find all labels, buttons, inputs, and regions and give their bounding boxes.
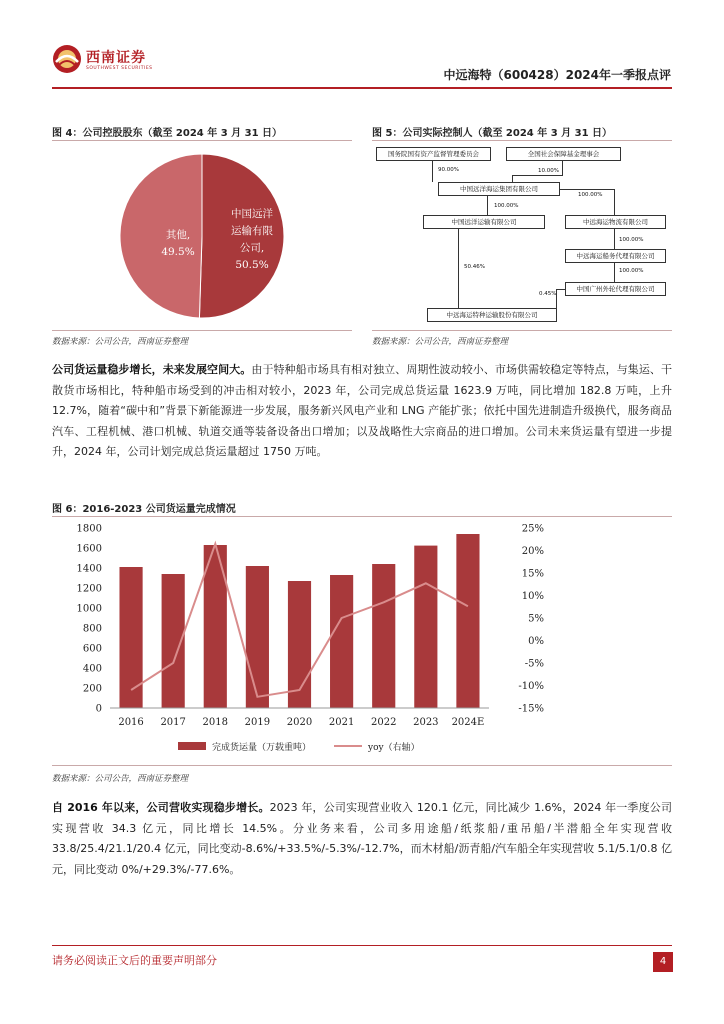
pct-ssf-to-group: 10.00% — [538, 168, 559, 174]
right-axis-tick-label: -15% — [518, 703, 544, 715]
org-box-ssf: 全国社会保障基金理事会 — [506, 147, 621, 161]
pct-group-to-shipping: 100.00% — [494, 203, 519, 209]
x-axis-tick-label: 2018 — [202, 717, 229, 728]
bar-series — [119, 534, 479, 708]
org-box-guangzhou: 中国广州外轮代理有限公司 — [565, 282, 666, 296]
org-connector — [562, 161, 563, 175]
org-connector — [512, 175, 563, 176]
legend-line-label: yoy（右轴） — [368, 743, 420, 753]
left-axis-tick-label: 1000 — [76, 603, 102, 615]
shareholder-pie-chart — [52, 146, 352, 326]
pie-label-others-value: 49.5% — [161, 246, 195, 258]
logo-mark-icon — [52, 44, 82, 74]
right-axis-tick-label: 25% — [521, 523, 544, 535]
x-axis-tick-label: 2020 — [286, 717, 313, 728]
pct-group-to-logistics: 100.00% — [578, 192, 603, 198]
org-connector — [614, 263, 615, 282]
legend-bar-label: 完成货运量（万载重吨） — [212, 743, 312, 753]
bar-2022 — [372, 564, 395, 708]
left-axis-tick-label: 400 — [82, 663, 102, 675]
x-axis-tick-label: 2024E — [451, 717, 485, 728]
paragraph-body: 由于特种船市场具有相对独立、周期性波动较小、市场供需较稳定等特点，与集运、干散货市场相比，特种船市场受到的冲击相对较小，2023 年，公司完成总货运量 1623.9 万吨，同比增加 182.8 万吨，上升 12.7%，随着“碳中和”背景下新能源进一步发展，服务新兴风电产业和 LNG 产能扩张；依托中国先进制造升级换代，服务商品汽车、工程机械、港口机械、轨道交通等装备设备出口增加；以及战略性大宗商品的进口增加。公司未来货运量有望进一步提升，2024 年，公司计划完成总货运量超过 1750 万吨。 — [52, 363, 673, 458]
pie-label-cosco-value: 50.5% — [235, 259, 269, 271]
freight-volume-chart — [52, 518, 672, 764]
paragraph-body: 2023 年，公司实现营业收入 120.1 亿元，同比减少 1.6%，2024 年一季度公司实现营收 34.3 亿元，同比增长 14.5%。分业务来看，公司多用途船/纸浆船/重吊船/半潜船全年实现营收 33.8/25.4/21.1/20.4 亿元，同比变动-8.6%/+33.5%/-5.3%/-12.7%，而木材船/沥青船/汽车船全年实现营收 5.1/5.1/0.8 亿元，同比变动 0%/+29.3%/-77.6%。 — [52, 801, 672, 876]
pct-sasac-to-group: 90.00% — [438, 167, 459, 173]
header-divider — [52, 87, 672, 89]
pct-agency-to-guangzhou: 100.00% — [619, 268, 644, 274]
org-box-logistics: 中远海运物流有限公司 — [565, 215, 666, 229]
pie-label-cosco-line2: 运输有限 — [231, 225, 273, 237]
x-axis-tick-label: 2023 — [413, 717, 439, 728]
figure6-source: 数据来源：公司公告，西南证券整理 — [52, 774, 189, 784]
right-axis-tick-label: 5% — [528, 613, 544, 625]
org-connector — [512, 175, 513, 182]
figure5-source: 数据来源：公司公告，西南证券整理 — [372, 337, 509, 347]
paragraph-lead: 公司货运量稳步增长，未来发展空间大。 — [52, 363, 252, 376]
pct-shipping-to-company: 50.46% — [464, 264, 485, 270]
pie-label-others-name: 其他, — [165, 229, 191, 241]
left-axis-tick-label: 1200 — [76, 583, 102, 595]
pct-logistics-to-agency: 100.00% — [619, 237, 644, 243]
pct-guangzhou-to-company: 0.45% — [539, 291, 557, 297]
org-connector — [614, 229, 615, 249]
right-axis-tick-label: -10% — [518, 681, 544, 692]
legend-bar-swatch — [178, 742, 206, 750]
figure4-caption: 图 4：公司控股股东（截至 2024 年 3 月 31 日） — [52, 128, 283, 139]
org-box-company: 中远海运特种运输股份有限公司 — [427, 308, 557, 322]
right-axis-tick-labels — [518, 524, 544, 715]
figure4-top-rule — [52, 140, 352, 141]
figure6-bottom-rule — [52, 765, 672, 766]
left-axis-tick-label: 800 — [82, 623, 102, 635]
x-axis-tick-labels — [118, 717, 484, 728]
figure6-caption: 图 6：2016-2023 公司货运量完成情况 — [52, 504, 236, 515]
footer-disclaimer: 请务必阅读正文后的重要声明部分 — [52, 954, 217, 967]
pie-label-cosco-line3: 公司, — [239, 242, 265, 254]
logo-text-cn: 西南证券 — [86, 50, 146, 66]
left-axis-tick-label: 0 — [95, 703, 102, 715]
x-axis-tick-label: 2019 — [244, 717, 271, 728]
figure5-caption: 图 5：公司实际控制人（截至 2024 年 3 月 31 日） — [372, 128, 613, 139]
org-box-sasac: 国务院国有资产监督管理委员会 — [376, 147, 491, 161]
bar-2019 — [246, 566, 269, 708]
report-title: 中远海特（600428）2024年一季报点评 — [443, 68, 671, 82]
paragraph-revenue — [52, 798, 672, 880]
org-connector — [560, 189, 615, 190]
paragraph-lead: 自 2016 年以来，公司营收实现稳步增长。 — [52, 801, 270, 814]
figure5-bottom-rule — [372, 330, 672, 331]
x-axis-tick-label: 2016 — [118, 717, 144, 728]
company-logo — [52, 44, 172, 76]
figure4-source: 数据来源：公司公告，西南证券整理 — [52, 337, 189, 347]
x-axis-tick-label: 2022 — [370, 717, 397, 728]
right-axis-tick-label: 15% — [521, 568, 544, 580]
x-axis-tick-label: 2021 — [328, 717, 355, 728]
figure6-top-rule — [52, 516, 672, 517]
left-axis-tick-labels — [77, 524, 102, 715]
x-axis-tick-label: 2017 — [160, 717, 186, 728]
left-axis-tick-label: 200 — [82, 683, 102, 695]
org-connector — [432, 161, 433, 182]
bar-2023 — [414, 546, 437, 708]
bar-2016 — [119, 567, 142, 708]
left-axis-tick-label: 1600 — [76, 543, 102, 555]
paragraph-freight-volume — [52, 360, 672, 463]
right-axis-tick-label: 10% — [521, 591, 544, 602]
page-number: 4 — [653, 952, 673, 972]
pie-label-cosco-line1: 中国远洋 — [231, 208, 273, 220]
org-box-agency: 中远海运船务代理有限公司 — [565, 249, 666, 263]
right-axis-tick-label: 20% — [521, 546, 544, 557]
right-axis-tick-label: -5% — [524, 658, 544, 670]
left-axis-tick-label: 1800 — [76, 523, 102, 535]
org-box-cosco-group: 中国远洋海运集团有限公司 — [438, 182, 560, 196]
bar-2021 — [330, 575, 353, 708]
org-box-cosco-shipping: 中国远洋运输有限公司 — [423, 215, 545, 229]
figure5-top-rule — [372, 140, 672, 141]
org-connector — [458, 229, 459, 308]
bar-2024E — [456, 534, 479, 708]
left-axis-tick-label: 600 — [82, 643, 102, 655]
org-connector — [556, 289, 565, 290]
right-axis-tick-label: 0% — [528, 636, 544, 647]
footer-divider — [52, 945, 672, 946]
org-connector — [487, 196, 488, 215]
figure4-bottom-rule — [52, 330, 352, 331]
logo-text-en: SOUTHWEST SECURITIES — [86, 66, 153, 71]
org-connector — [614, 189, 615, 215]
left-axis-tick-label: 1400 — [76, 563, 102, 575]
